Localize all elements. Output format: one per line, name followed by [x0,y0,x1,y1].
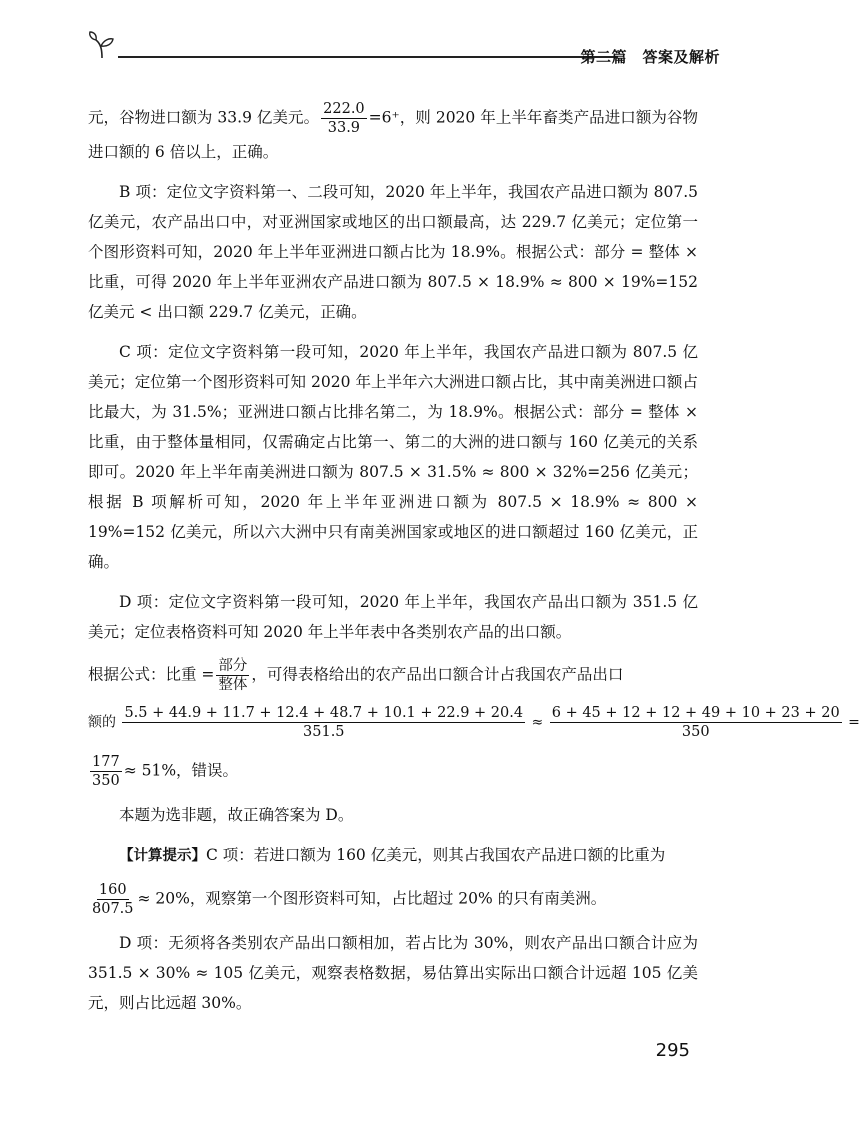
header-rule [118,56,618,58]
paragraph-option-b: B 项：定位文字资料第一、二段可知，2020 年上半年，我国农产品进口额为 807.5 亿美元，农产品出口中，对亚洲国家或地区的出口额最高，达 229.7 亿美元；定位第一个图形资料可知，2020 年上半年亚洲进口额占比为 18.9%。根据公式：部分 = 整体 × 比重，可得 2020 年上半年亚洲农产品进口额为 807.5 × 18.9% ≈ 800 × 19%=152 亿美元 < 出口额 229.7 亿美元，正确。 [88,183,698,321]
answer-explanation [88,100,860,1028]
paragraph-hint-d: D 项：无须将各类别农产品出口额相加，若占比为 30%，则农产品出口额合计应为 351.5 × 30% ≈ 105 亿美元，观察表格数据，易估算出实际出口额合计远超 105 亿美元，则占比远超 30%。 [88,934,698,1012]
fraction-export-sum-exact: $\frac{5.5 + 44.9 + 11.7 + 12.4 + 48.7 + 10.1 + 22.9 + 20.4}{351.5}$ [124,705,524,740]
paragraph-grain-conclusion: 元，谷物进口额为 33.9 亿美元。 $\frac{222.0}{33.9}$ =6⁺，则 2020 年上半年畜类产品进口额为谷物进口额的 6 倍以上，正确。 [88,101,698,161]
paragraph-calc-hint: 【计算提示】C 项：若进口额为 160 亿美元，则其占我国农产品进口额的比重为 [119,846,666,864]
page-header [88,30,720,66]
fraction-177-over-350: $\frac{177}{350}$ [92,754,120,789]
paragraph-result-51: $\frac{177}{350}$ ≈ 51%，错误。 [92,754,239,789]
paragraph-option-d: D 项：定位文字资料第一段可知，2020 年上半年，我国农产品出口额为 351.5 亿美元；定位表格资料可知 2020 年上半年表中各类别农产品的出口额。 [88,593,698,641]
section-title: 第二篇 答案及解析 [580,48,720,66]
export-sum-formula: 额的 $\frac{5.5 + 44.9 + 11.7 + 12.4 + 48.7 + 10.1 + 22.9 + 20.4}{351.5}$ ≈ $\frac{6 + 45 + 12 + 12 + 49 + 10 + 23 + 20}{350}$ = [88,705,860,740]
paragraph-option-c: C 项：定位文字资料第一段可知，2020 年上半年，我国农产品进口额为 807.5 亿美元；定位第一个图形资料可知 2020 年上半年六大洲进口额占比，其中南美洲进口额占比最大，为 31.5%；亚洲进口额占比排名第二，为 18.9%。根据公式：部分 = 整体 × 比重，由于整体量相同，仅需确定占比第一、第二的大洲的进口额与 160 亿美元的关系即可。2020 年上半年南美洲进口额为 807.5 × 31.5% ≈ 800 × 32%=256 亿美元；根据 B 项解析可知，2020 年上半年亚洲进口额为 807.5 × 18.9% ≈ 800 × 19%=152 亿美元，所以六大洲中只有南美洲国家或地区的进口额超过 160 亿美元，正确。 [88,343,698,571]
paragraph-hint-20-percent: $\frac{160}{807.5}$ ≈ 20%，观察第一个图形资料可知，占比超过 20% 的只有南美洲。 [92,882,607,917]
fraction-222-over-33: $\frac{222.0}{33.9}$ [323,101,365,136]
calc-hint-tag: 【计算提示】 [119,848,206,864]
sprout-leaf-icon [88,30,116,64]
fraction-export-sum-rounded: $\frac{6 + 45 + 12 + 12 + 49 + 10 + 23 + 20}{350}$ [551,705,840,740]
fraction-part-over-whole: $\frac{\text{部分}}{\text{整体}}$ [218,658,248,693]
fraction-160-over-807: $\frac{160}{807.5}$ [92,882,134,917]
paragraph-formula-ratio: 根据公式：比重 = $\frac{\text{部分}}{\text{整体}}$ ，可得表格给出的农产品出口额合计占我国农产品出口 [88,658,624,693]
paragraph-final-answer: 本题为选非题，故正确答案为 D。 [119,806,354,824]
page-number: 295 [655,1040,690,1061]
